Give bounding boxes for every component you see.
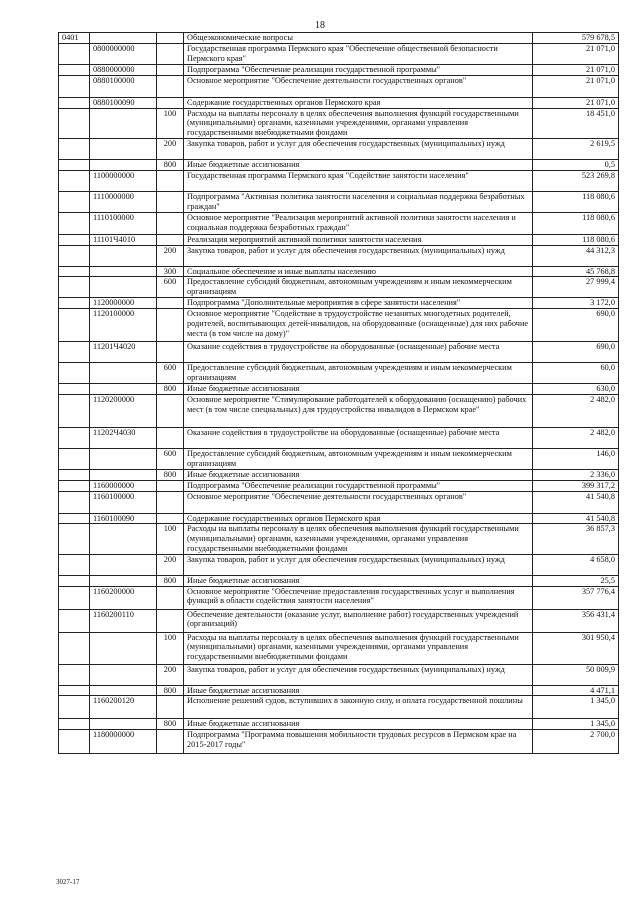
expense-type-code-cell [157,97,184,108]
amount-cell: 21 071,0 [533,97,619,108]
item-name-cell: Основное мероприятие "Обеспечение деятельности государственных органов" [184,75,533,97]
section-code-cell [59,609,90,632]
item-name-cell: Иные бюджетные ассигнования [184,685,533,696]
target-article-code-cell [90,138,157,159]
target-article-code-cell: 11201Ч4020 [90,342,157,363]
target-article-code-cell: 1120000000 [90,298,157,309]
expense-type-code-cell: 600 [157,448,184,469]
table-row [59,64,619,75]
section-code-cell [59,480,90,491]
section-code-cell [59,97,90,108]
table-row [59,719,619,730]
item-name-cell: Предоставление субсидий бюджетным, автономным учреждениям и иным некоммерческим организациям [184,277,533,298]
document-code: 3027-17 [56,878,80,886]
target-article-code-cell [90,719,157,730]
target-article-code-cell: 1160000000 [90,480,157,491]
table-row [59,33,619,44]
expense-type-code-cell [157,696,184,719]
target-article-code-cell: 1160100000 [90,491,157,513]
expense-type-code-cell: 300 [157,266,184,277]
item-name-cell: Закупка товаров, работ и услуг для обеспечения государственных (муниципальных) нужд [184,138,533,159]
table-row [59,664,619,685]
section-code-cell [59,342,90,363]
target-article-code-cell [90,159,157,170]
expense-type-code-cell [157,309,184,342]
amount-cell: 41 540,8 [533,513,619,524]
target-article-code-cell: 1100000000 [90,170,157,191]
section-code-cell [59,159,90,170]
item-name-cell: Иные бюджетные ассигнования [184,469,533,480]
section-code-cell [59,234,90,245]
table-row [59,75,619,97]
section-code-cell [59,394,90,427]
section-code-cell [59,513,90,524]
target-article-code-cell [90,245,157,266]
amount-cell: 2 336,0 [533,469,619,480]
table-row [59,394,619,427]
table-row [59,491,619,513]
table-row [59,586,619,609]
table-row [59,108,619,138]
table-row [59,43,619,64]
expense-type-code-cell [157,43,184,64]
amount-cell: 2 619,5 [533,138,619,159]
item-name-cell: Закупка товаров, работ и услуг для обеспечения государственных (муниципальных) нужд [184,664,533,685]
target-article-code-cell: 1160200000 [90,586,157,609]
amount-cell: 4 471,1 [533,685,619,696]
amount-cell: 27 999,4 [533,277,619,298]
amount-cell: 690,0 [533,309,619,342]
expense-type-code-cell: 200 [157,554,184,575]
section-code-cell [59,43,90,64]
expense-type-code-cell: 200 [157,138,184,159]
target-article-code-cell [90,363,157,384]
item-name-cell: Государственная программа Пермского края "Обеспечение общественной безопасности Пермского края" [184,43,533,64]
table-row [59,170,619,191]
section-code-cell [59,108,90,138]
target-article-code-cell: 1160200120 [90,696,157,719]
amount-cell: 60,0 [533,363,619,384]
expense-type-code-cell [157,170,184,191]
item-name-cell: Исполнение решений судов, вступивших в законную силу, и оплата государственной пошлины [184,696,533,719]
amount-cell: 50 009,9 [533,664,619,685]
expense-type-code-cell [157,513,184,524]
target-article-code-cell [90,524,157,554]
amount-cell: 579 678,5 [533,33,619,44]
table-row [59,384,619,395]
target-article-code-cell: 0880000000 [90,64,157,75]
amount-cell: 4 658,0 [533,554,619,575]
budget-table [58,32,619,754]
expense-type-code-cell: 100 [157,632,184,664]
expense-type-code-cell [157,234,184,245]
table-row [59,696,619,719]
table-row [59,632,619,664]
amount-cell: 523 269,8 [533,170,619,191]
target-article-code-cell: 11101Ч4010 [90,234,157,245]
section-code-cell [59,491,90,513]
table-row [59,469,619,480]
expense-type-code-cell [157,394,184,427]
target-article-code-cell [90,554,157,575]
target-article-code-cell [90,384,157,395]
item-name-cell: Основное мероприятие "Реализация мероприятий активной политики занятости населения и социальная поддержка безработных граждан" [184,212,533,234]
target-article-code-cell: 1110000000 [90,191,157,212]
item-name-cell: Государственная программа Пермского края "Содействие занятости населения" [184,170,533,191]
amount-cell: 0,5 [533,159,619,170]
amount-cell: 1 345,0 [533,719,619,730]
expense-type-code-cell: 600 [157,363,184,384]
target-article-code-cell: 11202Ч4030 [90,427,157,448]
amount-cell: 2 700,0 [533,730,619,754]
amount-cell: 301 950,4 [533,632,619,664]
budget-table-body [59,33,619,754]
item-name-cell: Закупка товаров, работ и услуг для обеспечения государственных (муниципальных) нужд [184,554,533,575]
expense-type-code-cell: 800 [157,384,184,395]
amount-cell: 690,0 [533,342,619,363]
item-name-cell: Закупка товаров, работ и услуг для обеспечения государственных (муниципальных) нужд [184,245,533,266]
expense-type-code-cell: 800 [157,685,184,696]
table-row [59,309,619,342]
table-row [59,609,619,632]
item-name-cell: Реализация мероприятий активной политики занятости населения [184,234,533,245]
expense-type-code-cell: 600 [157,277,184,298]
section-code-cell [59,298,90,309]
table-row [59,159,619,170]
item-name-cell: Общеэкономические вопросы [184,33,533,44]
expense-type-code-cell [157,64,184,75]
amount-cell: 45 768,8 [533,266,619,277]
expense-type-code-cell [157,730,184,754]
table-row [59,554,619,575]
expense-type-code-cell [157,342,184,363]
expense-type-code-cell: 100 [157,108,184,138]
table-row [59,266,619,277]
target-article-code-cell: 1160200110 [90,609,157,632]
section-code-cell [59,448,90,469]
section-code-cell [59,524,90,554]
target-article-code-cell [90,469,157,480]
table-row [59,524,619,554]
section-code-cell [59,384,90,395]
item-name-cell: Предоставление субсидий бюджетным, автономным учреждениям и иным некоммерческим организациям [184,363,533,384]
target-article-code-cell: 1180000000 [90,730,157,754]
section-code-cell [59,191,90,212]
target-article-code-cell [90,632,157,664]
expense-type-code-cell [157,75,184,97]
section-code-cell [59,554,90,575]
expense-type-code-cell [157,298,184,309]
item-name-cell: Обеспечение деятельности (оказание услуг, выполнение работ) государственных учреждений (организаций) [184,609,533,632]
page-number: 18 [315,20,325,31]
item-name-cell: Иные бюджетные ассигнования [184,575,533,586]
target-article-code-cell [90,108,157,138]
expense-type-code-cell: 100 [157,524,184,554]
amount-cell: 36 857,3 [533,524,619,554]
target-article-code-cell: 0880100000 [90,75,157,97]
target-article-code-cell: 0880100090 [90,97,157,108]
table-row [59,277,619,298]
item-name-cell: Расходы на выплаты персоналу в целях обеспечения выполнения функций государственными (муниципальными) органами, казенными учреждениями, органами управления государственными внебюджетными фондами [184,108,533,138]
item-name-cell: Оказание содействия в трудоустройстве на оборудованные (оснащенные) рабочие места [184,342,533,363]
section-code-cell [59,266,90,277]
expense-type-code-cell: 800 [157,159,184,170]
expense-type-code-cell [157,427,184,448]
amount-cell: 118 080,6 [533,212,619,234]
amount-cell: 21 071,0 [533,64,619,75]
table-row [59,298,619,309]
target-article-code-cell: 1120200000 [90,394,157,427]
table-row [59,448,619,469]
target-article-code-cell [90,277,157,298]
item-name-cell: Подпрограмма "Дополнительные мероприятия в сфере занятости населения" [184,298,533,309]
target-article-code-cell [90,448,157,469]
expense-type-code-cell: 800 [157,719,184,730]
section-code-cell [59,64,90,75]
amount-cell: 21 071,0 [533,43,619,64]
expense-type-code-cell [157,491,184,513]
item-name-cell: Предоставление субсидий бюджетным, автономным учреждениям и иным некоммерческим организациям [184,448,533,469]
amount-cell: 356 431,4 [533,609,619,632]
target-article-code-cell: 1160100090 [90,513,157,524]
item-name-cell: Иные бюджетные ассигнования [184,719,533,730]
item-name-cell: Иные бюджетные ассигнования [184,384,533,395]
item-name-cell: Основное мероприятие "Обеспечение деятельности государственных органов" [184,491,533,513]
target-article-code-cell: 1120100000 [90,309,157,342]
item-name-cell: Содержание государственных органов Пермского края [184,97,533,108]
section-code-cell [59,170,90,191]
expense-type-code-cell [157,586,184,609]
item-name-cell: Иные бюджетные ассигнования [184,159,533,170]
section-code-cell: 0401 [59,33,90,44]
table-row [59,363,619,384]
target-article-code-cell [90,664,157,685]
item-name-cell: Основное мероприятие "Стимулирование работодателей к оборудованию (оснащению) рабочих мест (в том числе специальных) для трудоустройства инвалидов в Пермском крае" [184,394,533,427]
table-row [59,245,619,266]
item-name-cell: Расходы на выплаты персоналу в целях обеспечения выполнения функций государственными (муниципальными) органами, казенными учреждениями, органами управления государственными внебюджетными фондами [184,524,533,554]
expense-type-code-cell: 800 [157,469,184,480]
target-article-code-cell: 1110100000 [90,212,157,234]
section-code-cell [59,212,90,234]
amount-cell: 41 540,8 [533,491,619,513]
expense-type-code-cell: 800 [157,575,184,586]
section-code-cell [59,277,90,298]
expense-type-code-cell [157,191,184,212]
amount-cell: 25,5 [533,575,619,586]
amount-cell: 44 312,3 [533,245,619,266]
table-row [59,191,619,212]
expense-type-code-cell: 200 [157,245,184,266]
item-name-cell: Основное мероприятие "Содействие в трудоустройстве незанятых многодетных родителей, родителей, воспитывающих детей-инвалидов, на оборудованные (оснащенные) для них рабочие места (в том числе на дому)" [184,309,533,342]
amount-cell: 18 451,0 [533,108,619,138]
section-code-cell [59,138,90,159]
table-row [59,513,619,524]
expense-type-code-cell: 200 [157,664,184,685]
target-article-code-cell: 0800000000 [90,43,157,64]
amount-cell: 21 071,0 [533,75,619,97]
section-code-cell [59,245,90,266]
section-code-cell [59,685,90,696]
item-name-cell: Подпрограмма "Обеспечение реализации государственной программы" [184,480,533,491]
table-row [59,685,619,696]
table-row [59,97,619,108]
expense-type-code-cell [157,480,184,491]
section-code-cell [59,575,90,586]
section-code-cell [59,730,90,754]
table-row [59,480,619,491]
amount-cell: 399 317,2 [533,480,619,491]
item-name-cell: Расходы на выплаты персоналу в целях обеспечения выполнения функций государственными (муниципальными) органами, казенными учреждениями, органами управления государственными внебюджетными фондами [184,632,533,664]
expense-type-code-cell [157,33,184,44]
amount-cell: 630,0 [533,384,619,395]
amount-cell: 2 482,0 [533,427,619,448]
target-article-code-cell [90,685,157,696]
item-name-cell: Подпрограмма "Обеспечение реализации государственной программы" [184,64,533,75]
section-code-cell [59,427,90,448]
section-code-cell [59,363,90,384]
amount-cell: 118 080,6 [533,234,619,245]
target-article-code-cell [90,266,157,277]
table-row [59,234,619,245]
section-code-cell [59,75,90,97]
item-name-cell: Основное мероприятие "Обеспечение предоставления государственных услуг и выполнения функций в области содействия занятости населения" [184,586,533,609]
expense-type-code-cell [157,609,184,632]
item-name-cell: Социальное обеспечение и иные выплаты населению [184,266,533,277]
section-code-cell [59,719,90,730]
item-name-cell: Подпрограмма "Программа повышения мобильности трудовых ресурсов в Пермском крае на 2015-2017 годы" [184,730,533,754]
amount-cell: 118 080,6 [533,191,619,212]
section-code-cell [59,664,90,685]
section-code-cell [59,469,90,480]
expense-type-code-cell [157,212,184,234]
item-name-cell: Содержание государственных органов Пермского края [184,513,533,524]
table-row [59,138,619,159]
section-code-cell [59,586,90,609]
amount-cell: 2 482,0 [533,394,619,427]
section-code-cell [59,309,90,342]
table-row [59,212,619,234]
section-code-cell [59,696,90,719]
item-name-cell: Подпрограмма "Активная политика занятости населения и социальная поддержка безработных граждан" [184,191,533,212]
table-row [59,342,619,363]
amount-cell: 357 776,4 [533,586,619,609]
target-article-code-cell [90,33,157,44]
table-row [59,575,619,586]
table-row [59,427,619,448]
item-name-cell: Оказание содействия в трудоустройстве на оборудованные (оснащенные) рабочие места [184,427,533,448]
target-article-code-cell [90,575,157,586]
amount-cell: 1 345,0 [533,696,619,719]
table-row [59,730,619,754]
amount-cell: 146,0 [533,448,619,469]
amount-cell: 3 172,0 [533,298,619,309]
section-code-cell [59,632,90,664]
